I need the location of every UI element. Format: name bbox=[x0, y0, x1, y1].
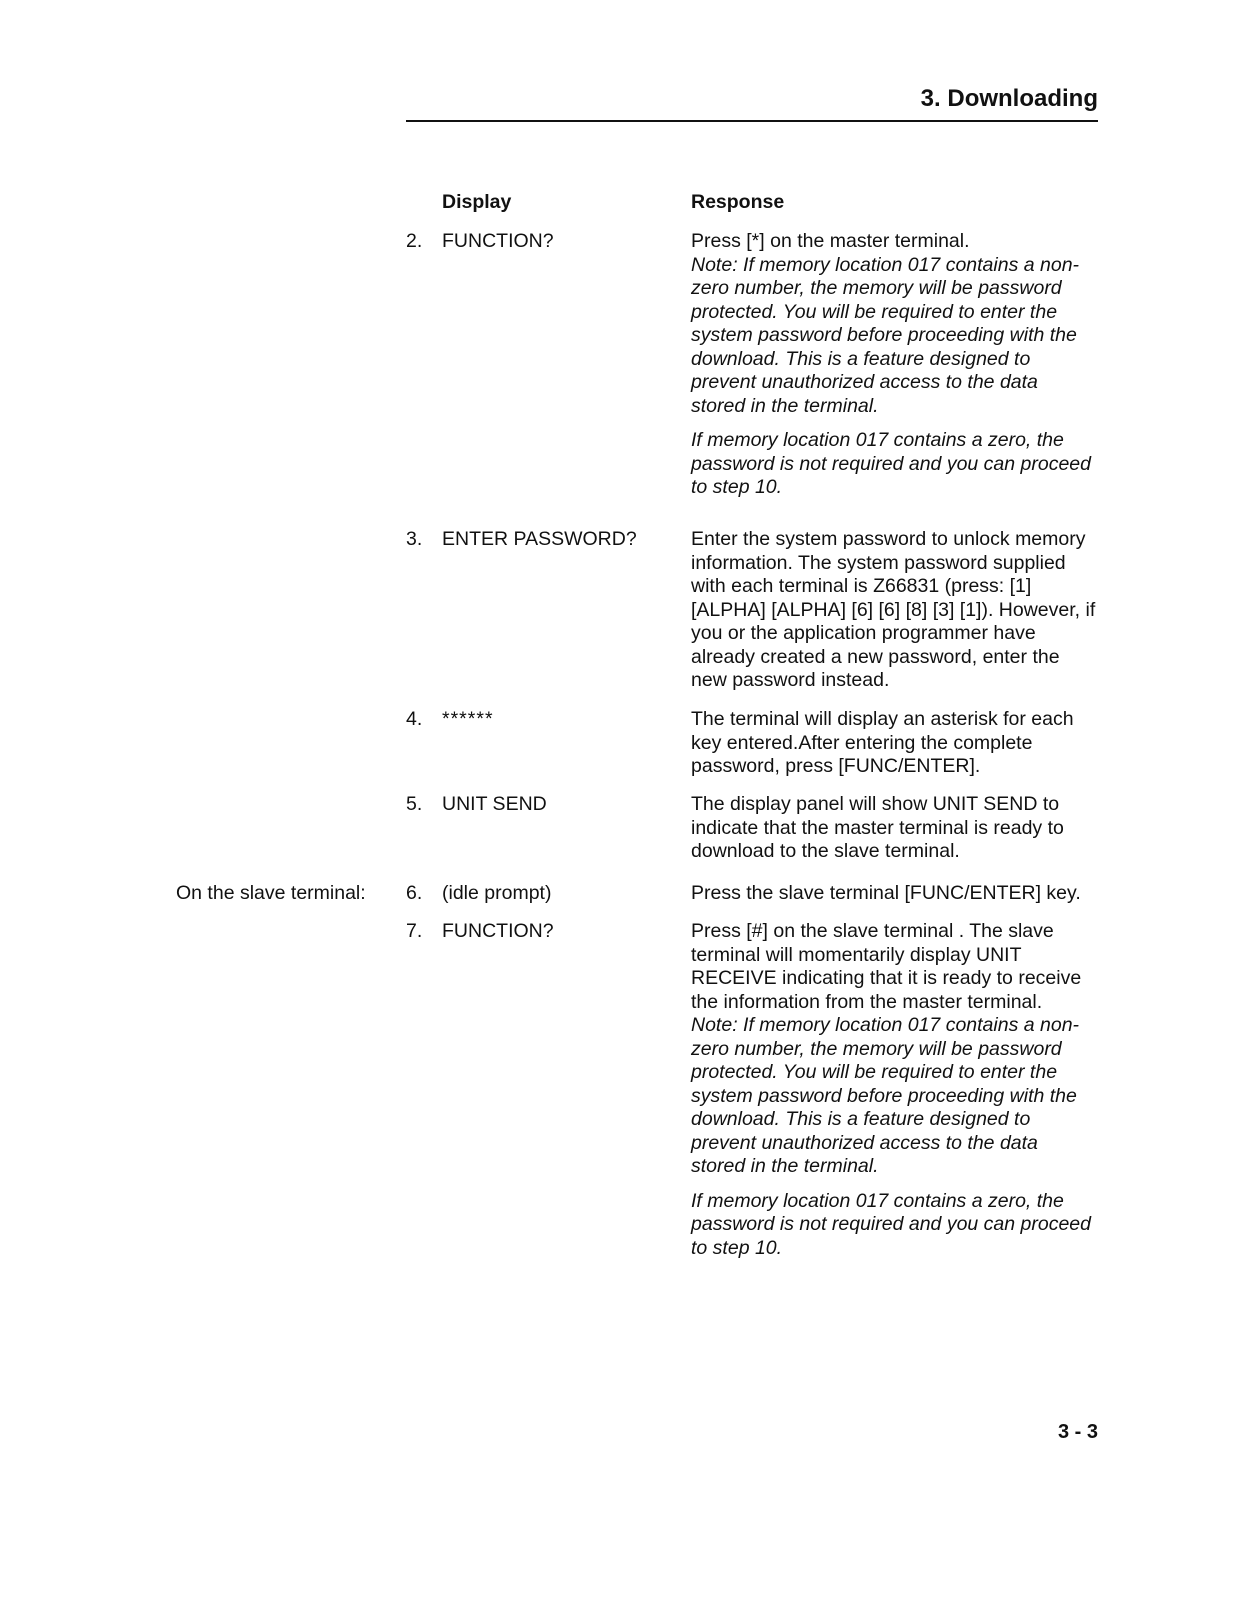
step-display-text: (idle prompt) bbox=[442, 882, 552, 904]
step-number: 2. bbox=[406, 230, 423, 252]
step-response-note: Note: If memory location 017 contains a non-zero number, the memory will be password protected. You will be required to enter the system password before proceeding with the download. This is a feature designed to prevent unauthorized access to the data stored in the terminal. bbox=[691, 1014, 1080, 1177]
step-response-text: The terminal will display an asterisk for each key entered.After entering the complete password, press [FUNC/ENTER]. bbox=[691, 708, 1074, 777]
step-response-text: Press [*] on the master terminal. bbox=[691, 230, 970, 252]
step-response-text: The display panel will show UNIT SEND to indicate that the master terminal is ready to download to the slave terminal. bbox=[691, 793, 1064, 862]
step-response-note: Note: If memory location 017 contains a non-zero number, the memory will be password protected. You will be required to enter the system password before proceeding with the download. This is a feature designed to prevent unauthorized access to the data stored in the terminal. bbox=[691, 253, 1080, 417]
display-column-heading: Display bbox=[442, 191, 512, 213]
page-header-title: 3. Downloading bbox=[920, 85, 1098, 112]
step-number: 5. bbox=[406, 793, 423, 815]
step-response-text: Enter the system password to unlock memory information. The system password supplied with each terminal is Z66831 (press: [1] [ALPHA] [ALPHA] [6] [6] [8] [3] [1]). However, if you or the application programmer have already created a new password, enter the new password instead. bbox=[691, 528, 1096, 691]
slave-terminal-label: On the slave terminal: bbox=[176, 882, 366, 904]
step-number: 4. bbox=[406, 708, 423, 730]
step-display-text: UNIT SEND bbox=[442, 793, 547, 815]
step-display-text: ****** bbox=[442, 708, 494, 730]
step-number: 7. bbox=[406, 920, 423, 942]
step-response-text: Press [#] on the slave terminal . The slave terminal will momentarily display UNIT RECEIVE indicating that it is ready to receive the information from the master terminal. bbox=[691, 920, 1082, 1013]
step-response-text: Press the slave terminal [FUNC/ENTER] key. bbox=[691, 882, 1081, 904]
step-response-note-zero: If memory location 017 contains a zero, the password is not required and you can proceed to step 10. bbox=[691, 1189, 1091, 1259]
step-number: 3. bbox=[406, 528, 423, 550]
step-response bbox=[691, 230, 1096, 500]
step-display-text: FUNCTION? bbox=[442, 230, 554, 252]
page-number: 3 - 3 bbox=[1057, 1421, 1098, 1443]
step-display-text: ENTER PASSWORD? bbox=[442, 528, 637, 550]
header-rule bbox=[406, 120, 1098, 122]
response-column-heading: Response bbox=[691, 191, 785, 213]
step-number: 6. bbox=[406, 882, 423, 904]
step-response bbox=[691, 920, 1096, 1260]
step-display-text: FUNCTION? bbox=[442, 920, 554, 942]
step-response-note-zero: If memory location 017 contains a zero, the password is not required and you can proceed to step 10. bbox=[691, 429, 1091, 498]
